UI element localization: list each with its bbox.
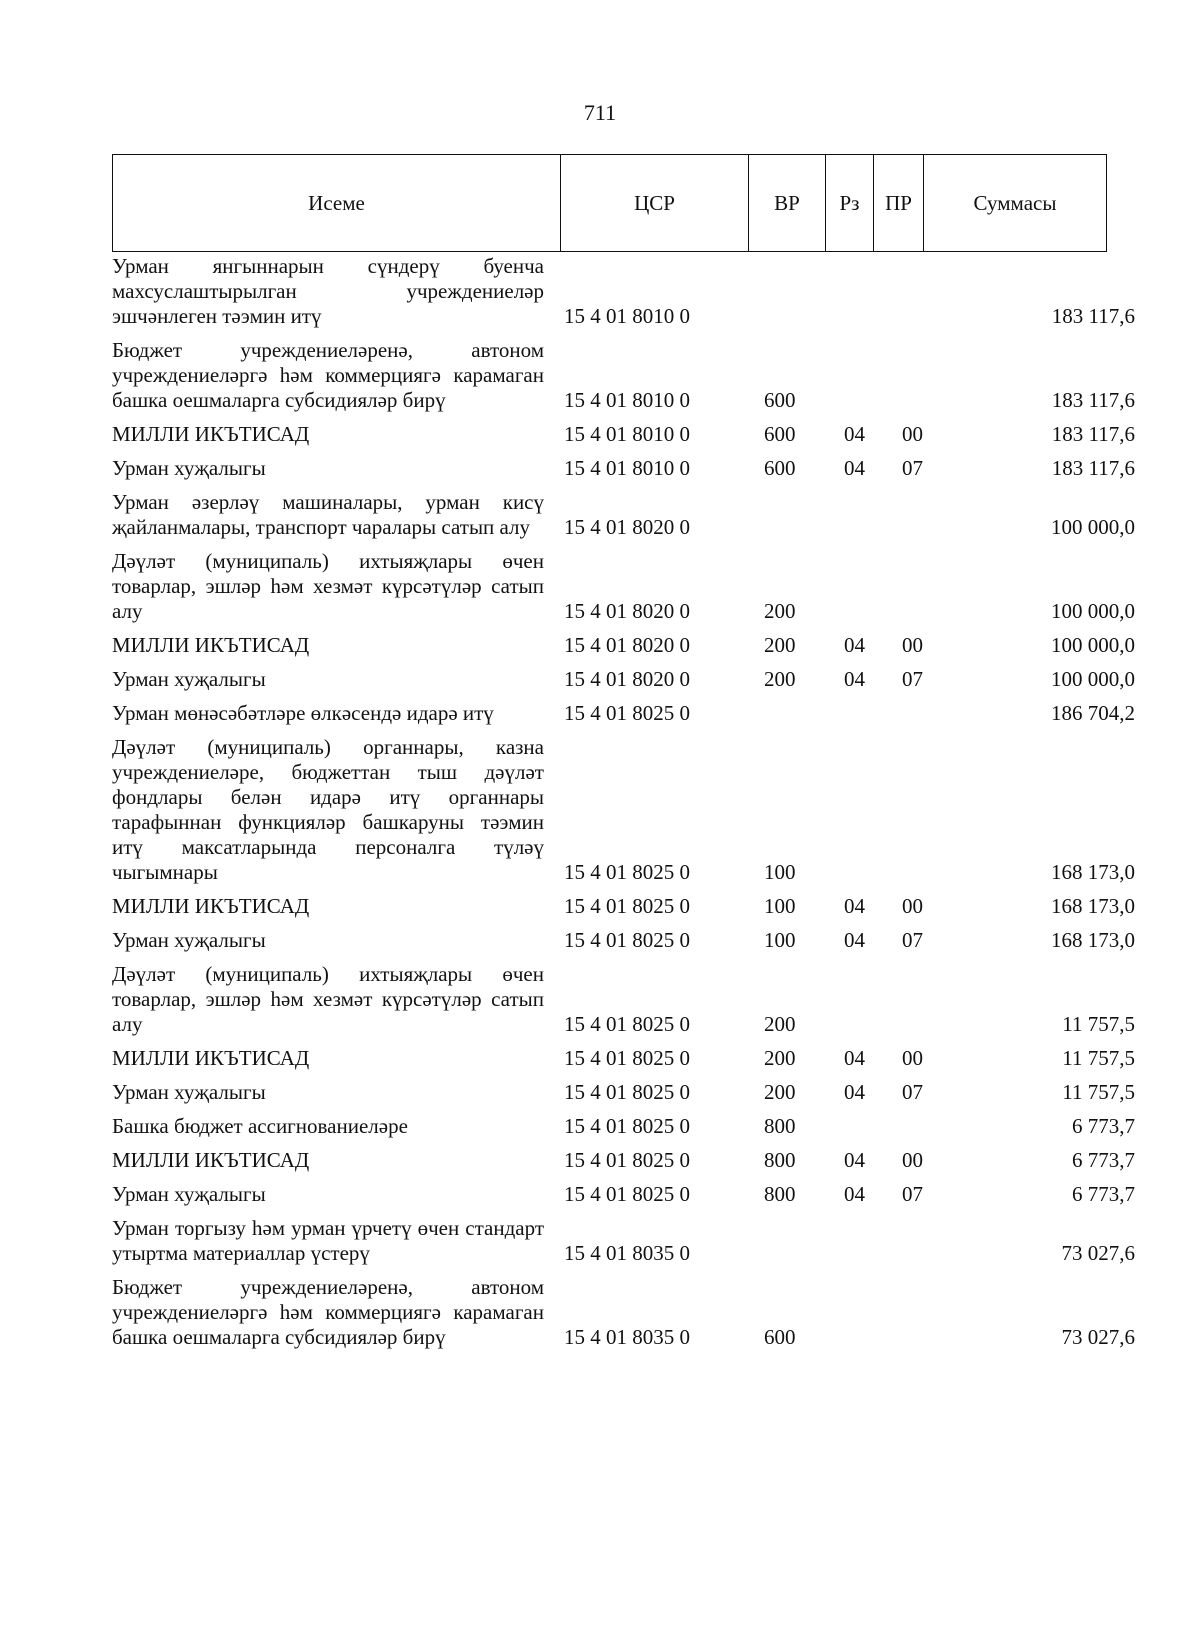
table-row — [112, 919, 1145, 953]
cell-csr: 15 4 01 8010 0 — [564, 422, 690, 446]
table-row — [112, 885, 1145, 919]
cell-name: Урман хуҗалыгы — [112, 928, 266, 952]
cell-vr: 100 — [764, 894, 796, 918]
cell-name: МИЛЛИ ИКЪТИСАД — [112, 1148, 310, 1172]
cell-csr: 15 4 01 8020 0 — [564, 667, 690, 691]
cell-vr: 800 — [764, 1114, 796, 1138]
cell-pr — [892, 540, 952, 624]
table-row — [112, 1207, 1145, 1266]
cell-vr: 200 — [764, 667, 796, 691]
table-row — [112, 1139, 1145, 1173]
cell-csr: 15 4 01 8025 0 — [564, 701, 690, 725]
cell-pr: 07 — [902, 928, 923, 952]
cell-sum: 183 117,6 — [1051, 388, 1135, 412]
table-row — [112, 1105, 1145, 1139]
cell-rz — [841, 1105, 892, 1139]
table-row — [112, 481, 1145, 540]
cell-csr: 15 4 01 8025 0 — [564, 1114, 690, 1138]
cell-pr: 07 — [902, 1080, 923, 1104]
cell-rz — [841, 1266, 892, 1350]
cell-vr: 200 — [764, 633, 796, 657]
cell-name: Урман торгызу һәм урман үрчетү өчен стандарт утыртма материаллар үстерү — [112, 1216, 544, 1265]
cell-name: МИЛЛИ ИКЪТИСАД — [112, 422, 310, 446]
cell-sum: 168 173,0 — [1051, 860, 1135, 884]
cell-pr — [892, 726, 952, 885]
cell-rz: 04 — [844, 928, 865, 952]
table-row — [112, 692, 1145, 726]
cell-name: Дәүләт (муниципаль) ихтыяҗлары өчен товарлар, эшләр һәм хезмәт күрсәтүләр сатып алу — [112, 962, 544, 1036]
cell-csr: 15 4 01 8035 0 — [564, 1325, 690, 1349]
cell-name: Урман хуҗалыгы — [112, 456, 266, 480]
cell-rz: 04 — [844, 1046, 865, 1070]
cell-rz: 04 — [844, 1148, 865, 1172]
cell-name: Урман мөнәсәбәтләре өлкәсендә идарә итү — [112, 701, 494, 725]
cell-pr — [892, 692, 952, 726]
cell-name: Бюджет учреждениеләренә, автоном учреждениеләргә һәм коммерциягә карамаган башка оешмаларга субсидияләр бирү — [112, 1275, 544, 1349]
cell-pr: 07 — [902, 667, 923, 691]
cell-pr — [892, 1266, 952, 1350]
cell-rz: 04 — [844, 633, 865, 657]
cell-pr: 07 — [902, 456, 923, 480]
cell-rz — [841, 953, 892, 1037]
cell-csr: 15 4 01 8020 0 — [564, 515, 690, 539]
column-header-name: Исеме — [113, 155, 561, 252]
cell-vr — [752, 481, 841, 540]
cell-pr: 00 — [902, 633, 923, 657]
cell-name: МИЛЛИ ИКЪТИСАД — [112, 633, 310, 657]
cell-csr: 15 4 01 8025 0 — [564, 894, 690, 918]
cell-csr: 15 4 01 8025 0 — [564, 1012, 690, 1036]
cell-pr: 00 — [902, 1148, 923, 1172]
cell-sum: 186 704,2 — [1051, 701, 1135, 725]
cell-rz: 04 — [844, 667, 865, 691]
cell-vr: 200 — [764, 599, 796, 623]
cell-sum: 73 027,6 — [1061, 1325, 1135, 1349]
cell-rz — [841, 481, 892, 540]
cell-rz — [841, 726, 892, 885]
budget-table-body — [112, 254, 1145, 1350]
table-row — [112, 1266, 1145, 1350]
table-row — [112, 658, 1145, 692]
cell-pr — [892, 329, 952, 413]
cell-pr: 00 — [902, 422, 923, 446]
cell-csr: 15 4 01 8020 0 — [564, 599, 690, 623]
cell-vr: 200 — [764, 1080, 796, 1104]
cell-sum: 100 000,0 — [1051, 515, 1135, 539]
cell-vr — [752, 254, 841, 329]
cell-rz — [841, 692, 892, 726]
cell-csr: 15 4 01 8025 0 — [564, 860, 690, 884]
cell-vr: 100 — [764, 928, 796, 952]
cell-csr: 15 4 01 8035 0 — [564, 1241, 690, 1265]
cell-name: МИЛЛИ ИКЪТИСАД — [112, 894, 310, 918]
table-row — [112, 1071, 1145, 1105]
cell-vr: 600 — [764, 1325, 796, 1349]
cell-csr: 15 4 01 8025 0 — [564, 928, 690, 952]
cell-csr: 15 4 01 8020 0 — [564, 633, 690, 657]
cell-vr: 800 — [764, 1148, 796, 1172]
cell-sum: 11 757,5 — [1062, 1012, 1135, 1036]
cell-rz — [841, 540, 892, 624]
cell-rz: 04 — [844, 1080, 865, 1104]
cell-name: Дәүләт (муниципаль) органнары, казна учреждениеләре, бюджеттан тыш дәүләт фондлары белән идарә итү органнары тарафыннан функцияләр башкаруны тәэмин итү максатларында персоналга түләү чыгымнары — [112, 735, 544, 884]
cell-rz — [841, 329, 892, 413]
cell-sum: 183 117,6 — [1051, 304, 1135, 328]
cell-sum: 6 773,7 — [1072, 1182, 1135, 1206]
cell-csr: 15 4 01 8025 0 — [564, 1148, 690, 1172]
cell-pr — [892, 1105, 952, 1139]
cell-name: Урман хуҗалыгы — [112, 1080, 266, 1104]
column-header-sum: Суммасы — [924, 155, 1107, 252]
budget-table — [112, 254, 1145, 1350]
cell-rz: 04 — [844, 422, 865, 446]
cell-rz — [841, 254, 892, 329]
column-header-csr: ЦСР — [561, 155, 749, 252]
cell-pr: 00 — [902, 1046, 923, 1070]
table-row — [112, 329, 1145, 413]
cell-name: Бюджет учреждениеләренә, автоном учреждениеләргә һәм коммерциягә карамаган башка оешмаларга субсидияләр бирү — [112, 338, 544, 412]
cell-vr: 600 — [764, 456, 796, 480]
table-row — [112, 1037, 1145, 1071]
table-row — [112, 726, 1145, 885]
cell-vr: 600 — [764, 422, 796, 446]
table-row — [112, 953, 1145, 1037]
cell-csr: 15 4 01 8025 0 — [564, 1182, 690, 1206]
cell-csr: 15 4 01 8025 0 — [564, 1080, 690, 1104]
cell-name: Урман хуҗалыгы — [112, 667, 266, 691]
cell-sum: 6 773,7 — [1072, 1148, 1135, 1172]
cell-pr — [892, 953, 952, 1037]
cell-sum: 6 773,7 — [1072, 1114, 1135, 1138]
cell-name: Дәүләт (муниципаль) ихтыяҗлары өчен товарлар, эшләр һәм хезмәт күрсәтүләр сатып алу — [112, 549, 544, 623]
cell-sum: 183 117,6 — [1051, 422, 1135, 446]
cell-name: МИЛЛИ ИКЪТИСАД — [112, 1046, 310, 1070]
cell-sum: 100 000,0 — [1051, 633, 1135, 657]
cell-sum: 11 757,5 — [1062, 1080, 1135, 1104]
page-number: 711 — [583, 100, 617, 125]
cell-vr: 800 — [764, 1182, 796, 1206]
cell-csr: 15 4 01 8010 0 — [564, 304, 690, 328]
cell-pr: 07 — [902, 1182, 923, 1206]
cell-csr: 15 4 01 8010 0 — [564, 456, 690, 480]
table-row — [112, 540, 1145, 624]
cell-name: Башка бюджет ассигнованиеләре — [112, 1114, 408, 1138]
cell-rz: 04 — [844, 456, 865, 480]
cell-vr — [752, 1207, 841, 1266]
cell-csr: 15 4 01 8010 0 — [564, 388, 690, 412]
table-header — [112, 154, 1107, 252]
cell-pr — [892, 481, 952, 540]
cell-pr — [892, 254, 952, 329]
cell-sum: 100 000,0 — [1051, 667, 1135, 691]
cell-sum: 168 173,0 — [1051, 928, 1135, 952]
table-row — [112, 624, 1145, 658]
cell-sum: 168 173,0 — [1051, 894, 1135, 918]
cell-name: Урман әзерләү машиналары, урман кисү җайланмалары, транспорт чаралары сатып алу — [112, 490, 544, 539]
cell-sum: 183 117,6 — [1051, 456, 1135, 480]
column-header-rz: Рз — [826, 155, 874, 252]
column-header-vr: ВР — [749, 155, 826, 252]
cell-rz — [841, 1207, 892, 1266]
cell-name: Урман янгыннарын сүндерү буенча махсуслаштырылган учреждениеләр эшчәнлеген тәэмин итү — [112, 254, 544, 328]
cell-name: Урман хуҗалыгы — [112, 1182, 266, 1206]
table-row — [112, 254, 1145, 329]
table-row — [112, 1173, 1145, 1207]
cell-rz: 04 — [844, 894, 865, 918]
cell-pr — [892, 1207, 952, 1266]
cell-rz: 04 — [844, 1182, 865, 1206]
cell-vr: 100 — [764, 860, 796, 884]
cell-vr: 200 — [764, 1012, 796, 1036]
cell-sum: 100 000,0 — [1051, 599, 1135, 623]
cell-sum: 11 757,5 — [1062, 1046, 1135, 1070]
column-header-pr: ПР — [874, 155, 924, 252]
cell-pr: 00 — [902, 894, 923, 918]
cell-vr: 600 — [764, 388, 796, 412]
cell-sum: 73 027,6 — [1061, 1241, 1135, 1265]
table-row — [112, 447, 1145, 481]
table-row — [112, 413, 1145, 447]
cell-vr: 200 — [764, 1046, 796, 1070]
cell-vr — [752, 692, 841, 726]
cell-csr: 15 4 01 8025 0 — [564, 1046, 690, 1070]
